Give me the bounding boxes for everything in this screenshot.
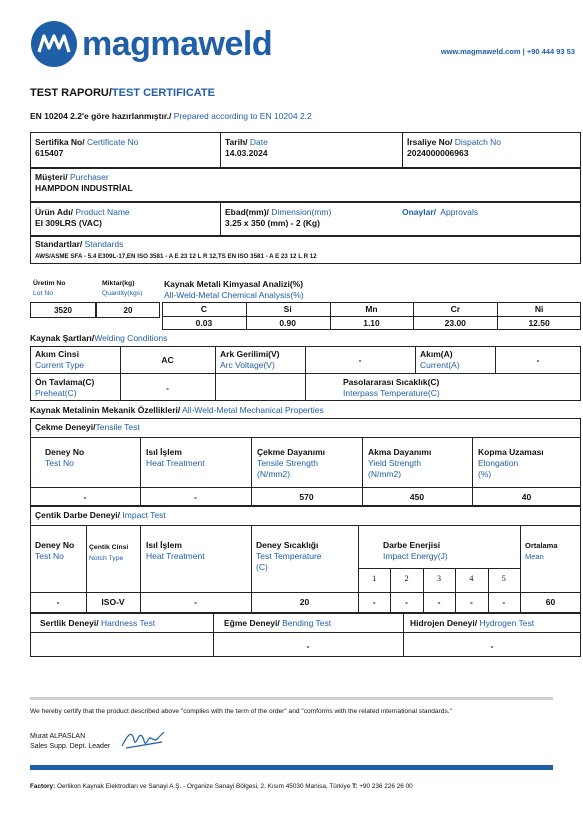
interpass: Pasolararası Sıcaklık(C) Interpass Temperature(C) (343, 377, 440, 398)
chem-element-4: Ni (534, 304, 544, 314)
chem-value-0: 0.03 (195, 318, 213, 328)
chem-value-2: 1.10 (363, 318, 380, 328)
lot-no: 3520 (54, 306, 72, 315)
test-temperature-value: 20 (299, 597, 310, 607)
signer: Murat ALPASLAN Sales Supp. Dept. Leader (30, 733, 111, 750)
mean-value: 60 (545, 597, 556, 607)
chem-element-1: Si (283, 304, 292, 314)
standards: Standartlar/ Standards AWS/ASME SFA - 5.4 E309L-17,EN ISO 3581 - A E 23 12 L R 12,TS EN ISO 3581 - A E 23 12 L R 12 (35, 239, 317, 260)
impact-test-no-value: - (56, 597, 60, 607)
chem-element-3: Cr (450, 304, 461, 314)
date: Tarih/ Date 14.03.2024 (225, 137, 268, 158)
approvals: Onaylar/ Approvals (402, 207, 479, 217)
lot-label: Üretim No Lot No (33, 280, 66, 297)
chem-element-0: C (200, 304, 207, 314)
chem-value-4: 12.50 (528, 318, 550, 328)
impact-energy-value-3: - (469, 597, 473, 607)
product-name: Ürün Adı/ Product Name EI 309LRS (VAC) (35, 207, 130, 228)
impact-title: Çentik Darbe Deneyi/ Impact Test (35, 510, 166, 520)
tensile-col-3: Akma Dayanımı Yield Strength (N/mm2) (368, 447, 432, 479)
arc-voltage: Ark Gerilimi(V) Arc Voltage(V) (220, 349, 280, 370)
chem-value-1: 0.90 (279, 318, 296, 328)
footer: Factory: Oerlikon Kaynak Elektrodları ve Sanayi A.Ş. - Organize Sanayi Bölgesi, 2. Kısım 45030 Manisa, Türkiye T: +90 236 226 26 00 (30, 783, 413, 790)
preheat: Ön Tavlama(C) Preheat(C) (35, 377, 95, 398)
signature-icon (118, 726, 168, 752)
bending-value: - (306, 641, 310, 651)
notch-type: Çentik Cinsi Notch Type (89, 544, 129, 562)
arc-voltage-value: - (358, 355, 362, 365)
tensile-value-3: 450 (409, 492, 425, 502)
current-type: Akım Cinsi Current Type (35, 349, 84, 370)
impact-energy-num-0: 1 (372, 574, 377, 583)
hardness-test: Sertlik Deneyi/ Hardness Test (40, 618, 156, 628)
preheat-value: - (166, 383, 169, 393)
tensile-value-4: 40 (521, 492, 532, 502)
chem-title: Kaynak Metali Kimyasal Analizi(%) All-Weld-Metal Chemical Analysis(%) (164, 279, 304, 300)
grey-divider (30, 697, 553, 700)
dispatch-no: İrsaliye No/ Dispatch No 2024000006963 (407, 137, 502, 158)
impact-energy-value-2: - (437, 597, 441, 607)
tensile-col-2: Çekme Dayanımı Tensile Strength (N/mm2) (257, 447, 326, 479)
mech-title: Kaynak Metalinin Mekanik Özellikleri/ All-Weld-Metal Mechanical Properties (30, 405, 324, 415)
tensile-col-0: Deney No Test No (45, 447, 85, 468)
brand-name: magmaweld (82, 24, 273, 63)
test-temperature: Deney Sıcaklığı Test Temperature (C) (256, 540, 322, 572)
impact-energy-value-0: - (372, 597, 376, 607)
impact-energy-value-1: - (405, 597, 408, 607)
current-type-value: AC (161, 355, 174, 365)
prepared-note: EN 10204 2.2'e göre hazırlanmıştır./ Prepared according to EN 10204 2.2 (30, 111, 312, 121)
page-title: TEST RAPORU/TEST CERTIFICATE (30, 87, 215, 99)
current: Akım(A) Current(A) (420, 349, 460, 370)
qty-label: Miktar(kg) Quantity(kgs) (102, 280, 143, 297)
impact-heat: Isıl İşlem Heat Treatment (146, 540, 205, 561)
quantity: 20 (123, 306, 133, 315)
tensile-col-1: Isıl İşlem Heat Treatment (146, 447, 205, 468)
bending-test: Eğme Deneyi/ Bending Test (224, 618, 332, 628)
impact-energy-num-3: 4 (469, 574, 474, 583)
impact-test-no: Deney No Test No (35, 540, 75, 561)
impact-energy-value-4: - (502, 597, 506, 607)
impact-heat-value: - (194, 597, 197, 607)
impact-energy-num-4: 5 (501, 574, 506, 583)
impact-energy: Darbe Enerjisi Impact Energy(J) (383, 540, 448, 561)
impact-energy-num-2: 3 (436, 574, 441, 583)
certify-text: We hereby certify that the product described above "complies with the term of the order" and "comforms with the related international standards." (30, 708, 452, 715)
dimension: Ebad(mm)/ Dimension(mm) 3.25 x 350 (mm) - 2 (Kg) (225, 207, 332, 228)
mean: Ortalama Mean (525, 541, 558, 561)
tensile-value-2: 570 (299, 492, 314, 502)
current-value: - (536, 355, 540, 365)
magmaweld-logo-icon (30, 20, 78, 68)
hydrogen-value: - (490, 641, 494, 651)
chem-value-3: 23.00 (444, 318, 466, 328)
notch-type-value: ISO-V (101, 597, 125, 607)
tensile-value-1: - (194, 492, 197, 502)
tensile-value-0: - (83, 492, 87, 502)
chem-element-2: Mn (365, 304, 378, 314)
certificate-no: Sertifika No/ Certificate No 615407 (35, 137, 139, 158)
header-contact: www.magmaweld.com | +90 444 93 53 (440, 47, 575, 56)
tensile-col-4: Kopma Uzaması Elongation (%) (478, 447, 544, 479)
blue-bar (30, 765, 553, 770)
hydrogen-test: Hidrojen Deneyi/ Hydrogen Test (410, 618, 535, 628)
impact-energy-num-1: 2 (404, 574, 409, 583)
welding-title: Kaynak Şartları/Welding Conditions (30, 333, 168, 343)
logo (30, 20, 272, 68)
purchaser: Müşteri/ Purchaser HAMPDON INDUSTRİAL (35, 172, 133, 193)
tensile-title: Çekme Deneyi/Tensile Test (35, 422, 140, 432)
